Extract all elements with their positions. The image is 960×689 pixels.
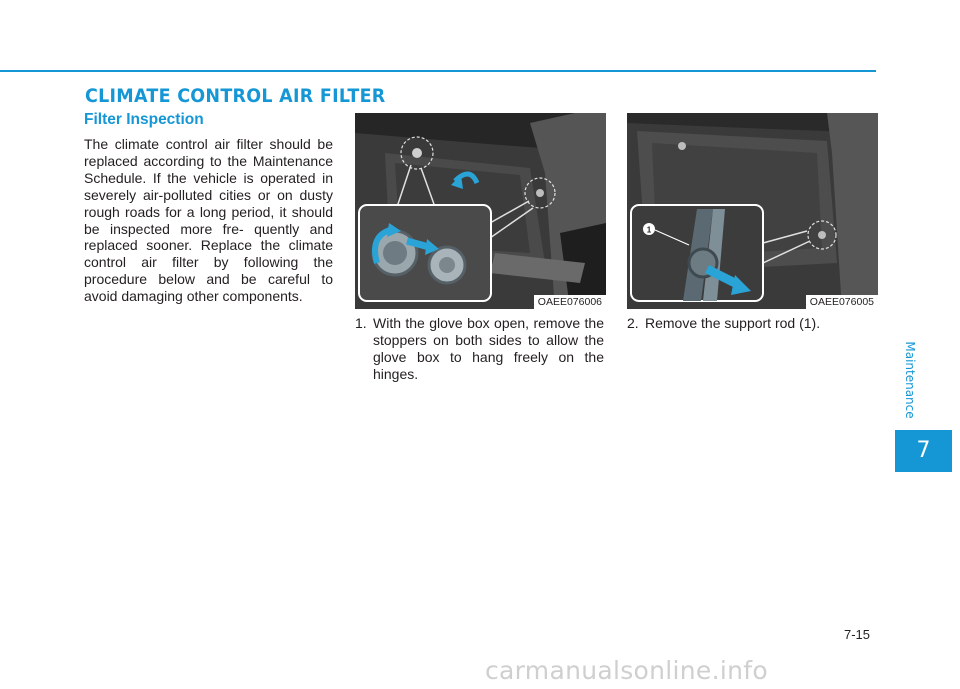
step-text: With the glove box open, remove the stoppers on both sides to allow the glove box to hang freely on the hinges. bbox=[373, 315, 604, 382]
step-number: 1. bbox=[355, 315, 367, 331]
glove-box-support-rod-illustration bbox=[627, 113, 878, 309]
callout-number: 1 bbox=[646, 225, 652, 235]
step-1 bbox=[355, 315, 604, 383]
chapter-tab: 7 bbox=[895, 430, 952, 472]
figure-support-rod-photo bbox=[627, 113, 878, 309]
glove-box-stopper-illustration bbox=[355, 113, 606, 309]
intro-paragraph: The climate control air filter should be replaced according to the Maintenance Schedule. If the vehicle is operated in severely air-polluted cities or on dusty rough roads for a long period, it should be inspected more fre- quently and replaced sooner. Replace the climate control air filter by following the procedure below and be careful to avoid damaging other components. bbox=[84, 136, 333, 305]
step-2 bbox=[627, 315, 878, 332]
sub-heading: Filter Inspection bbox=[84, 111, 204, 128]
section-label-text: Maintenance bbox=[903, 341, 917, 419]
figure-stopper-photo bbox=[355, 113, 606, 309]
side-section-label bbox=[895, 330, 925, 430]
figure-code-2: OAEE076005 bbox=[806, 295, 878, 309]
step-text: Remove the support rod (1). bbox=[645, 315, 821, 331]
page-number: 7-15 bbox=[844, 627, 871, 642]
watermark: carmanualsonline.info bbox=[485, 656, 768, 685]
step-number: 2. bbox=[627, 315, 639, 331]
section-title: CLIMATE CONTROL AIR FILTER bbox=[85, 85, 386, 107]
top-rule bbox=[0, 70, 876, 72]
figure-code-1: OAEE076006 bbox=[534, 295, 606, 309]
